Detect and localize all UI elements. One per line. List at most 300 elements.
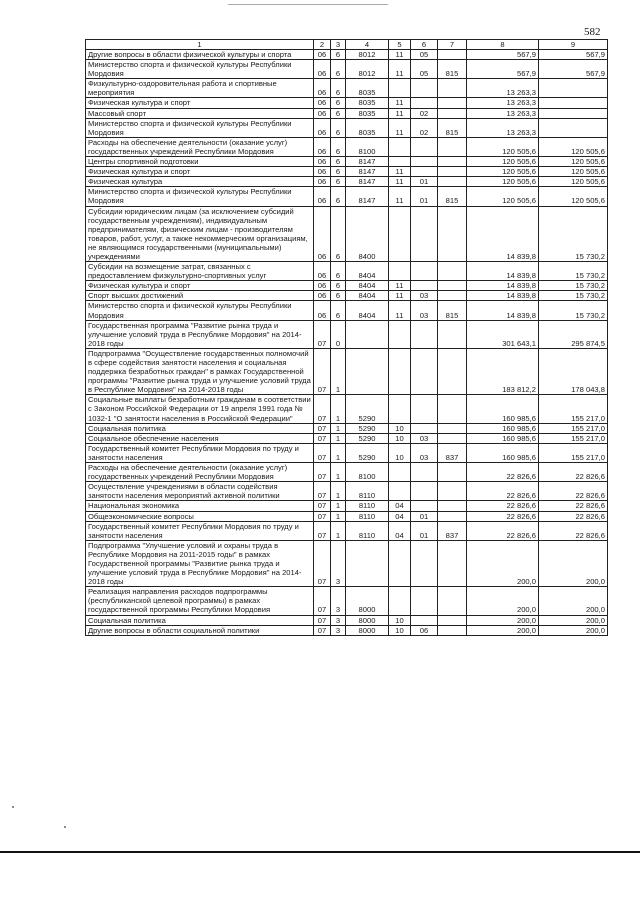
value-cell: 15 730,2 <box>539 262 608 281</box>
value-cell: 200,0 <box>539 587 608 615</box>
value-cell <box>389 482 411 501</box>
column-header: 7 <box>438 40 467 50</box>
value-cell <box>346 348 389 394</box>
table-row <box>86 187 608 206</box>
value-cell <box>438 50 467 60</box>
row-name-cell: Министерство спорта и физической культуры Республики Мордовия <box>86 118 314 137</box>
value-cell <box>389 587 411 615</box>
value-cell <box>438 501 467 511</box>
value-cell: 07 <box>314 482 331 501</box>
value-cell: 01 <box>411 187 438 206</box>
value-cell: 06 <box>314 187 331 206</box>
value-cell: 22 826,6 <box>467 501 539 511</box>
value-cell <box>438 540 467 586</box>
value-cell: 6 <box>331 262 346 281</box>
value-cell <box>389 157 411 167</box>
table-row <box>86 157 608 167</box>
table-row <box>86 137 608 156</box>
value-cell <box>411 482 438 501</box>
table-row <box>86 423 608 433</box>
value-cell: 200,0 <box>539 615 608 625</box>
value-cell <box>389 320 411 348</box>
value-cell: 3 <box>331 587 346 615</box>
value-cell: 07 <box>314 501 331 511</box>
value-cell <box>438 98 467 108</box>
value-cell: 10 <box>389 625 411 635</box>
value-cell: 567,9 <box>467 60 539 79</box>
row-name-cell: Массовый спорт <box>86 108 314 118</box>
value-cell: 6 <box>331 60 346 79</box>
value-cell: 3 <box>331 615 346 625</box>
table-row <box>86 540 608 586</box>
value-cell: 11 <box>389 50 411 60</box>
value-cell <box>389 137 411 156</box>
value-cell <box>411 463 438 482</box>
row-name-cell: Физическая культура и спорт <box>86 167 314 177</box>
value-cell <box>438 157 467 167</box>
value-cell: 06 <box>314 157 331 167</box>
value-cell: 07 <box>314 540 331 586</box>
column-header: 9 <box>539 40 608 50</box>
value-cell: 11 <box>389 167 411 177</box>
row-name-cell: Министерство спорта и физической культуры Республики Мордовия <box>86 60 314 79</box>
value-cell <box>411 587 438 615</box>
value-cell: 03 <box>411 443 438 462</box>
value-cell: 06 <box>314 60 331 79</box>
value-cell: 14 839,8 <box>467 206 539 262</box>
value-cell: 06 <box>314 167 331 177</box>
value-cell: 815 <box>438 118 467 137</box>
value-cell: 15 730,2 <box>539 291 608 301</box>
value-cell <box>438 423 467 433</box>
value-cell: 8404 <box>346 301 389 320</box>
value-cell: 13 263,3 <box>467 118 539 137</box>
value-cell: 06 <box>314 108 331 118</box>
table-row <box>86 108 608 118</box>
table-row <box>86 482 608 501</box>
value-cell: 6 <box>331 281 346 291</box>
value-cell: 8404 <box>346 281 389 291</box>
table-row <box>86 118 608 137</box>
row-name-cell: Другие вопросы в области физической культуры и спорта <box>86 50 314 60</box>
value-cell <box>389 79 411 98</box>
row-name-cell: Государственная программа "Развитие рынка труда и улучшение условий труда в Республике Мордовия" на 2014-2018 годы <box>86 320 314 348</box>
value-cell: 01 <box>411 511 438 521</box>
page-number: 582 <box>584 26 601 38</box>
value-cell: 301 643,1 <box>467 320 539 348</box>
column-header: 8 <box>467 40 539 50</box>
value-cell: 07 <box>314 615 331 625</box>
value-cell: 8404 <box>346 291 389 301</box>
value-cell: 8000 <box>346 615 389 625</box>
value-cell: 8000 <box>346 587 389 615</box>
value-cell: 120 505,6 <box>539 137 608 156</box>
value-cell: 1 <box>331 423 346 433</box>
row-name-cell: Национальная экономика <box>86 501 314 511</box>
scan-speck <box>12 806 14 808</box>
value-cell: 120 505,6 <box>539 157 608 167</box>
value-cell: 06 <box>314 206 331 262</box>
value-cell: 07 <box>314 423 331 433</box>
value-cell <box>411 423 438 433</box>
value-cell <box>411 281 438 291</box>
value-cell <box>438 206 467 262</box>
value-cell: 8147 <box>346 157 389 167</box>
row-name-cell: Расходы на обеспечение деятельности (оказание услуг) государственных учреждений Республики Мордовия <box>86 463 314 482</box>
column-header: 2 <box>314 40 331 50</box>
table-row <box>86 291 608 301</box>
table-body <box>86 40 608 636</box>
value-cell <box>411 206 438 262</box>
value-cell: 120 505,6 <box>467 187 539 206</box>
value-cell: 183 812,2 <box>467 348 539 394</box>
value-cell: 04 <box>389 501 411 511</box>
table-row <box>86 262 608 281</box>
value-cell: 06 <box>314 50 331 60</box>
value-cell <box>389 348 411 394</box>
row-name-cell: Физкультурно-оздоровительная работа и спортивные мероприятия <box>86 79 314 98</box>
value-cell: 15 730,2 <box>539 206 608 262</box>
value-cell: 155 217,0 <box>539 443 608 462</box>
value-cell <box>411 137 438 156</box>
value-cell: 8110 <box>346 511 389 521</box>
value-cell: 178 043,8 <box>539 348 608 394</box>
value-cell: 14 839,8 <box>467 291 539 301</box>
value-cell: 07 <box>314 463 331 482</box>
value-cell <box>389 463 411 482</box>
value-cell: 8110 <box>346 482 389 501</box>
value-cell: 10 <box>389 433 411 443</box>
value-cell: 14 839,8 <box>467 262 539 281</box>
value-cell: 3 <box>331 540 346 586</box>
value-cell: 3 <box>331 625 346 635</box>
value-cell: 8035 <box>346 118 389 137</box>
value-cell: 1 <box>331 443 346 462</box>
value-cell: 155 217,0 <box>539 423 608 433</box>
value-cell: 07 <box>314 521 331 540</box>
value-cell: 8147 <box>346 177 389 187</box>
value-cell <box>438 395 467 423</box>
value-cell: 22 826,6 <box>467 463 539 482</box>
value-cell <box>539 118 608 137</box>
value-cell: 06 <box>314 98 331 108</box>
row-name-cell: Социальные выплаты безработным гражданам в соответствии с Законом Российской Федерации от 19 апреля 1991 года № 1032-1 "О занятости населения в Российской Федерации" <box>86 395 314 423</box>
value-cell: 6 <box>331 137 346 156</box>
table-row <box>86 348 608 394</box>
value-cell: 160 985,6 <box>467 433 539 443</box>
value-cell: 07 <box>314 511 331 521</box>
value-cell: 13 263,3 <box>467 98 539 108</box>
value-cell: 06 <box>314 137 331 156</box>
value-cell <box>411 157 438 167</box>
scan-artifact-line <box>228 4 388 5</box>
value-cell: 160 985,6 <box>467 395 539 423</box>
value-cell <box>411 348 438 394</box>
value-cell: 5290 <box>346 423 389 433</box>
value-cell: 160 985,6 <box>467 423 539 433</box>
value-cell <box>539 79 608 98</box>
value-cell: 06 <box>314 118 331 137</box>
value-cell <box>438 511 467 521</box>
row-name-cell: Министерство спорта и физической культуры Республики Мордовия <box>86 187 314 206</box>
row-name-cell: Подпрограмма "Улучшение условий и охраны труда в Республике Мордовия на 2011-2015 годы" в рамках Государственной программы "Развитие рынка труда и улучшение условий труда в Республике Мордовия" на 2014-2018 годы <box>86 540 314 586</box>
table-row <box>86 281 608 291</box>
value-cell: 06 <box>314 177 331 187</box>
value-cell: 6 <box>331 118 346 137</box>
value-cell: 11 <box>389 177 411 187</box>
value-cell: 5290 <box>346 395 389 423</box>
value-cell: 8147 <box>346 187 389 206</box>
value-cell: 07 <box>314 395 331 423</box>
value-cell <box>438 348 467 394</box>
value-cell: 22 826,6 <box>539 521 608 540</box>
value-cell: 13 263,3 <box>467 108 539 118</box>
row-name-cell: Другие вопросы в области социальной политики <box>86 625 314 635</box>
value-cell <box>411 98 438 108</box>
value-cell: 8110 <box>346 521 389 540</box>
value-cell <box>438 177 467 187</box>
value-cell <box>411 262 438 281</box>
value-cell: 120 505,6 <box>467 157 539 167</box>
value-cell <box>438 482 467 501</box>
row-name-cell: Расходы на обеспечение деятельности (оказание услуг) государственных учреждений Республики Мордовия <box>86 137 314 156</box>
value-cell: 120 505,6 <box>467 177 539 187</box>
value-cell: 22 826,6 <box>467 482 539 501</box>
value-cell: 01 <box>411 521 438 540</box>
value-cell: 07 <box>314 320 331 348</box>
value-cell <box>438 108 467 118</box>
row-name-cell: Подпрограмма "Осуществление государственных полномочий в сфере содействия занятости населения и социальная поддержка безработных граждан" в рамках Государственной программы "Развитие рынка труда и улучшение условий труда в Республике Мордовия" на 2014-2018 годы <box>86 348 314 394</box>
value-cell: 06 <box>314 281 331 291</box>
value-cell: 11 <box>389 118 411 137</box>
value-cell: 1 <box>331 482 346 501</box>
value-cell: 02 <box>411 118 438 137</box>
value-cell: 815 <box>438 187 467 206</box>
value-cell: 120 505,6 <box>467 167 539 177</box>
row-name-cell: Субсидии юридическим лицам (за исключением субсидий государственным учреждениям), индивидуальным предпринимателям, физическим лицам - производителям товаров, работ, услуг, а также некоммерческим организациям, не являющимся государственными (муниципальными) учреждениями <box>86 206 314 262</box>
value-cell: 8000 <box>346 625 389 635</box>
value-cell <box>438 625 467 635</box>
row-name-cell: Министерство спорта и физической культуры Республики Мордовия <box>86 301 314 320</box>
value-cell: 8110 <box>346 501 389 511</box>
value-cell <box>411 540 438 586</box>
value-cell: 120 505,6 <box>539 167 608 177</box>
value-cell: 6 <box>331 50 346 60</box>
value-cell: 567,9 <box>467 50 539 60</box>
value-cell: 6 <box>331 291 346 301</box>
value-cell: 200,0 <box>539 540 608 586</box>
value-cell <box>438 433 467 443</box>
value-cell: 06 <box>314 291 331 301</box>
value-cell: 815 <box>438 301 467 320</box>
value-cell: 120 505,6 <box>539 187 608 206</box>
row-name-cell: Спорт высших достижений <box>86 291 314 301</box>
value-cell: 11 <box>389 60 411 79</box>
table-row <box>86 463 608 482</box>
table-row <box>86 395 608 423</box>
value-cell: 6 <box>331 98 346 108</box>
value-cell: 22 826,6 <box>539 463 608 482</box>
value-cell: 155 217,0 <box>539 395 608 423</box>
table-row <box>86 79 608 98</box>
value-cell: 07 <box>314 348 331 394</box>
value-cell: 11 <box>389 108 411 118</box>
row-name-cell: Государственный комитет Республики Мордовия по труду и занятости населения <box>86 521 314 540</box>
table-row <box>86 60 608 79</box>
row-name-cell: Осуществление учреждениями в области содействия занятости населения мероприятий активной политики <box>86 482 314 501</box>
header-row <box>86 40 608 50</box>
row-name-cell: Физическая культура <box>86 177 314 187</box>
value-cell: 01 <box>411 177 438 187</box>
value-cell: 07 <box>314 625 331 635</box>
value-cell <box>438 463 467 482</box>
value-cell: 07 <box>314 587 331 615</box>
value-cell: 8012 <box>346 60 389 79</box>
value-cell: 22 826,6 <box>467 521 539 540</box>
value-cell: 10 <box>389 443 411 462</box>
value-cell: 03 <box>411 433 438 443</box>
value-cell <box>438 615 467 625</box>
value-cell: 04 <box>389 521 411 540</box>
value-cell <box>438 587 467 615</box>
value-cell: 200,0 <box>539 625 608 635</box>
value-cell: 8035 <box>346 98 389 108</box>
value-cell: 11 <box>389 301 411 320</box>
row-name-cell: Субсидии на возмещение затрат, связанных с предоставлением физкультурно-спортивных услуг <box>86 262 314 281</box>
value-cell: 6 <box>331 187 346 206</box>
value-cell: 1 <box>331 433 346 443</box>
value-cell: 6 <box>331 177 346 187</box>
value-cell <box>411 501 438 511</box>
value-cell: 22 826,6 <box>467 511 539 521</box>
value-cell: 02 <box>411 108 438 118</box>
value-cell: 8012 <box>346 50 389 60</box>
value-cell: 03 <box>411 301 438 320</box>
value-cell: 06 <box>411 625 438 635</box>
value-cell: 120 505,6 <box>467 137 539 156</box>
table-row <box>86 320 608 348</box>
value-cell: 10 <box>389 615 411 625</box>
row-name-cell: Социальное обеспечение населения <box>86 433 314 443</box>
value-cell <box>438 79 467 98</box>
value-cell: 6 <box>331 157 346 167</box>
row-name-cell: Социальная политика <box>86 423 314 433</box>
table-row <box>86 511 608 521</box>
value-cell: 07 <box>314 443 331 462</box>
value-cell: 13 263,3 <box>467 79 539 98</box>
value-cell: 6 <box>331 206 346 262</box>
table-row <box>86 206 608 262</box>
value-cell <box>411 167 438 177</box>
table-row <box>86 433 608 443</box>
value-cell <box>539 98 608 108</box>
column-header: 1 <box>86 40 314 50</box>
value-cell: 0 <box>331 320 346 348</box>
value-cell: 11 <box>389 187 411 206</box>
value-cell: 1 <box>331 463 346 482</box>
value-cell: 15 730,2 <box>539 301 608 320</box>
row-name-cell: Физическая культура и спорт <box>86 281 314 291</box>
value-cell: 200,0 <box>467 615 539 625</box>
value-cell: 1 <box>331 521 346 540</box>
column-header: 5 <box>389 40 411 50</box>
value-cell: 6 <box>331 301 346 320</box>
value-cell: 200,0 <box>467 587 539 615</box>
value-cell <box>438 281 467 291</box>
row-name-cell: Социальная политика <box>86 615 314 625</box>
value-cell: 05 <box>411 60 438 79</box>
value-cell: 6 <box>331 108 346 118</box>
value-cell <box>438 262 467 281</box>
table-row <box>86 443 608 462</box>
value-cell: 815 <box>438 60 467 79</box>
value-cell: 15 730,2 <box>539 281 608 291</box>
value-cell: 05 <box>411 50 438 60</box>
value-cell: 155 217,0 <box>539 433 608 443</box>
value-cell: 6 <box>331 79 346 98</box>
value-cell <box>346 540 389 586</box>
value-cell: 200,0 <box>467 625 539 635</box>
value-cell <box>346 320 389 348</box>
value-cell <box>438 167 467 177</box>
table-row <box>86 587 608 615</box>
value-cell: 22 826,6 <box>539 511 608 521</box>
value-cell <box>389 395 411 423</box>
value-cell <box>411 320 438 348</box>
value-cell: 11 <box>389 281 411 291</box>
value-cell: 1 <box>331 395 346 423</box>
row-name-cell: Центры спортивной подготовки <box>86 157 314 167</box>
value-cell: 567,9 <box>539 60 608 79</box>
value-cell: 8147 <box>346 167 389 177</box>
value-cell <box>438 291 467 301</box>
value-cell: 14 839,8 <box>467 281 539 291</box>
value-cell: 03 <box>411 291 438 301</box>
value-cell <box>411 395 438 423</box>
value-cell <box>389 540 411 586</box>
value-cell: 8035 <box>346 108 389 118</box>
value-cell: 14 839,8 <box>467 301 539 320</box>
value-cell: 06 <box>314 262 331 281</box>
value-cell <box>438 137 467 156</box>
table-row <box>86 167 608 177</box>
table-row <box>86 615 608 625</box>
value-cell: 1 <box>331 348 346 394</box>
column-header: 3 <box>331 40 346 50</box>
row-name-cell: Реализация направления расходов подпрограммы (республиканской целевой программы) в рамках государственной программы Республики Мордовия <box>86 587 314 615</box>
value-cell: 5290 <box>346 433 389 443</box>
scan-speck <box>64 826 66 828</box>
value-cell: 837 <box>438 521 467 540</box>
value-cell: 1 <box>331 501 346 511</box>
table-row <box>86 521 608 540</box>
row-name-cell: Государственный комитет Республики Мордовия по труду и занятости населения <box>86 443 314 462</box>
value-cell <box>539 108 608 118</box>
table-row <box>86 98 608 108</box>
value-cell: 5290 <box>346 443 389 462</box>
value-cell: 07 <box>314 433 331 443</box>
table-row <box>86 301 608 320</box>
value-cell: 11 <box>389 291 411 301</box>
value-cell <box>411 79 438 98</box>
value-cell: 837 <box>438 443 467 462</box>
value-cell: 06 <box>314 301 331 320</box>
value-cell <box>389 206 411 262</box>
value-cell: 04 <box>389 511 411 521</box>
value-cell: 8035 <box>346 79 389 98</box>
row-name-cell: Физическая культура и спорт <box>86 98 314 108</box>
value-cell: 8100 <box>346 463 389 482</box>
